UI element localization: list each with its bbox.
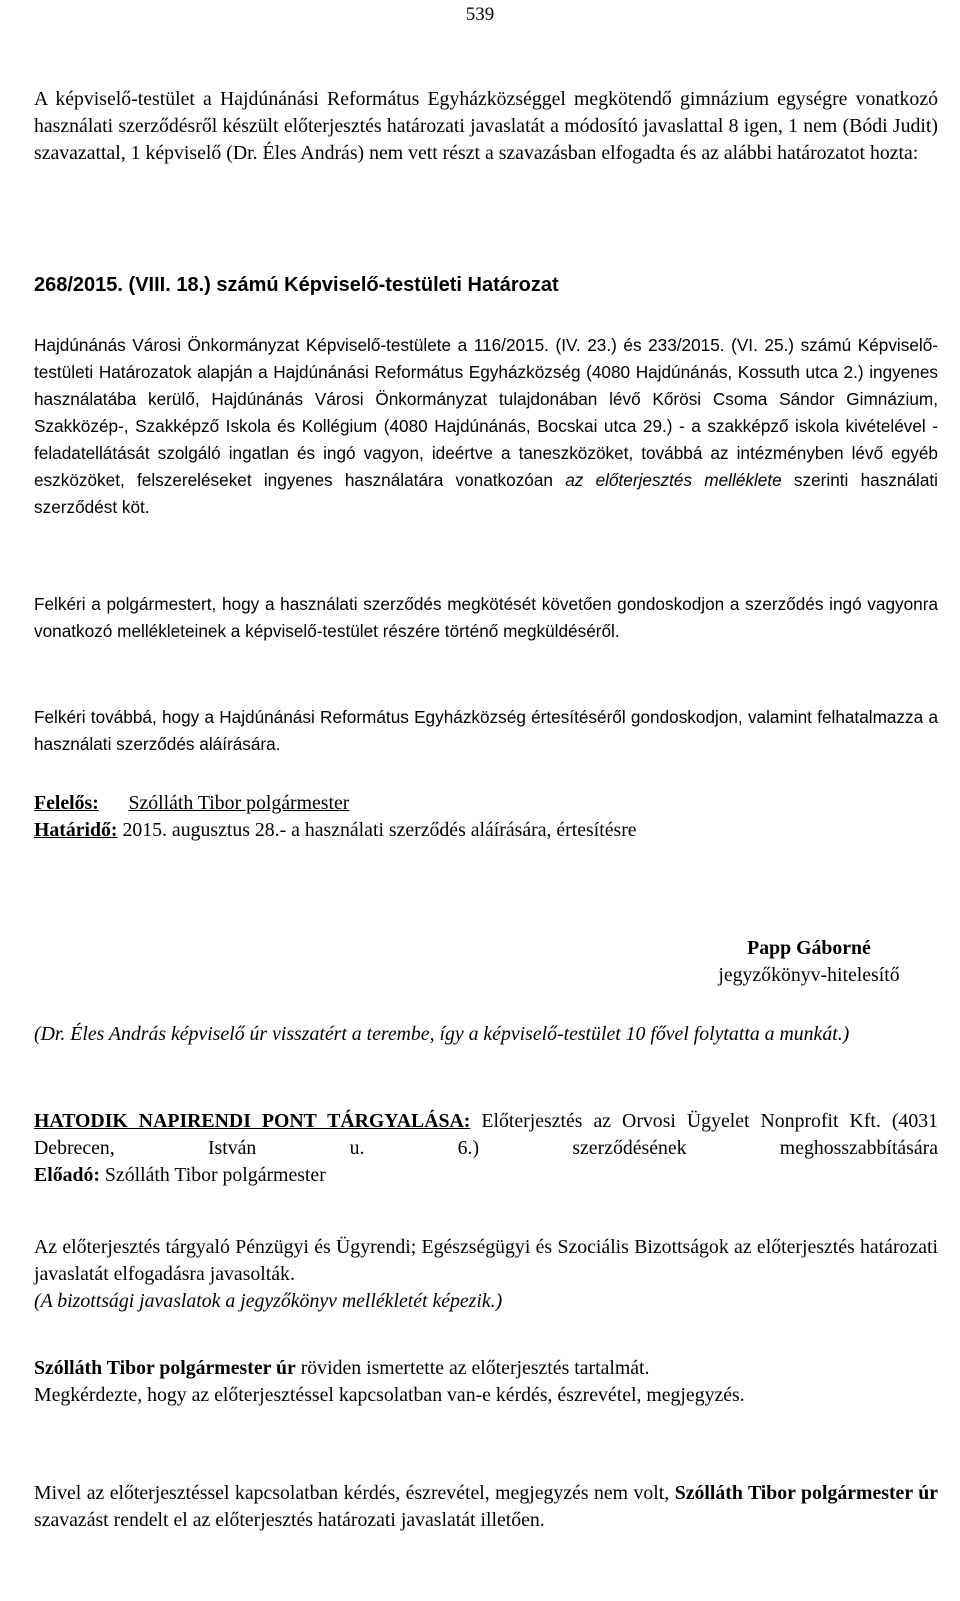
deadline-value: 2015. augusztus 28.- a használati szerződés aláírására, értesítésre: [122, 819, 637, 841]
deadline-label: Határidő:: [34, 819, 118, 841]
responsible-label: Felelős:: [34, 792, 99, 814]
signature-role: jegyzőkönyv-hitelesítő: [718, 964, 900, 986]
presenter-line: [34, 1162, 938, 1189]
agenda-line: [34, 1108, 938, 1162]
signature-block: [654, 935, 960, 989]
responsible-value: Szólláth Tibor polgármester: [128, 792, 350, 814]
mayor-name: Szólláth Tibor polgármester úr: [34, 1357, 296, 1379]
question-paragraph: Megkérdezte, hogy az előterjesztéssel kapcsolatban van-e kérdés, észrevétel, megjegyzés.: [34, 1384, 745, 1406]
intro-paragraph: A képviselő-testület a Hajdúnánási Református Egyházközséggel megkötendő gimnázium egységre vonatkozó használati szerződésről készült előterjesztés határozati javaslatát a módosító javaslattal 8 igen, 1 nem (Bódi Judit) szavazattal, 1 képviselő (Dr. Éles András) nem vett részt a szavazásban elfogadta és az alábbi határozatot hozta:: [34, 88, 938, 164]
presenter-name: Szólláth Tibor polgármester: [104, 1164, 326, 1186]
agenda-block: [34, 1108, 938, 1189]
agenda-label: HATODIK NAPIRENDI PONT TÁRGYALÁSA:: [34, 1110, 471, 1132]
resolution-body: Hajdúnánás Városi Önkormányzat Képviselő-testülete a 116/2015. (IV. 23.) és 233/2015. (VI. 25.) számú Képviselő-testületi Határozatok alapján a Hajdúnánási Református Egyházközség (4080 Hajdúnánás, Kossuth utca 2.) ingyenes használatába kerülő, Hajdúnánás Városi Önkormányzat tulajdonában lévő Kőrösi Csoma Sándor Gimnázium, Szakközép-, Szakképző Iskola és Kollégium (4080 Hajdúnánás, Bocskai utca 29.) - a szakképző iskola kivételével - feladatellátását szolgáló ingatlan és ingó vagyon, ideértve a taneszközöket, továbbá az intézményben lévő egyéb eszközöket, felszereléseket ingyenes használatára vonatkozóan az előterjesztés melléklete szerinti használati szerződést köt.: [34, 335, 938, 517]
vote-mayor-name: Szólláth Tibor polgármester úr: [674, 1482, 938, 1504]
signature-name: Papp Gáborné: [747, 937, 871, 959]
resolution-title: 268/2015. (VIII. 18.) számú Képviselő-testületi Határozat: [34, 274, 559, 296]
deadline-line: [34, 817, 938, 844]
return-note: (Dr. Éles András képviselő úr visszatért a terembe, így a képviselő-testület 10 fővel folytatta a munkát.): [34, 1023, 850, 1045]
responsible-line: [34, 790, 938, 817]
attachment-reference: az előterjesztés melléklete: [565, 470, 782, 490]
page-number: 539: [465, 4, 495, 25]
committees-block: [34, 1234, 938, 1315]
request-paragraph-2: Felkéri továbbá, hogy a Hajdúnánási Református Egyházközség értesítéséről gondoskodjon, valamint felhatalmazza a használati szerződés aláírására.: [34, 707, 938, 754]
request-paragraph-1: Felkéri a polgármestert, hogy a használati szerződés megkötését követően gondoskodjon a szerződés ingó vagyonra vonatkozó mellékleteinek a képviselő-testület részére történő megküldéséről.: [34, 594, 938, 641]
agenda-text: Előterjesztés az Orvosi Ügyelet Nonprofit Kft. (4031 Debrecen, István u. 6.) szerződésének meghosszabbítására: [34, 1110, 938, 1159]
presenter-label: Előadó:: [34, 1164, 100, 1186]
committees-paragraph: Az előterjesztés tárgyaló Pénzügyi és Ügyrendi; Egészségügyi és Szociális Bizottságok az előterjesztés határozati javaslatát elfogadásra javasolták.: [34, 1236, 938, 1285]
vote-paragraph: Mivel az előterjesztéssel kapcsolatban kérdés, észrevétel, megjegyzés nem volt, Szólláth Tibor polgármester úr szavazást rendelt el az előterjesztés határozati javaslatát illetően.: [34, 1482, 938, 1531]
mayor-block: [34, 1355, 938, 1409]
mayor-paragraph: Szólláth Tibor polgármester úr röviden ismertette az előterjesztés tartalmát.: [34, 1357, 650, 1379]
committees-note: (A bizottsági javaslatok a jegyzőkönyv mellékletét képezik.): [34, 1290, 503, 1312]
